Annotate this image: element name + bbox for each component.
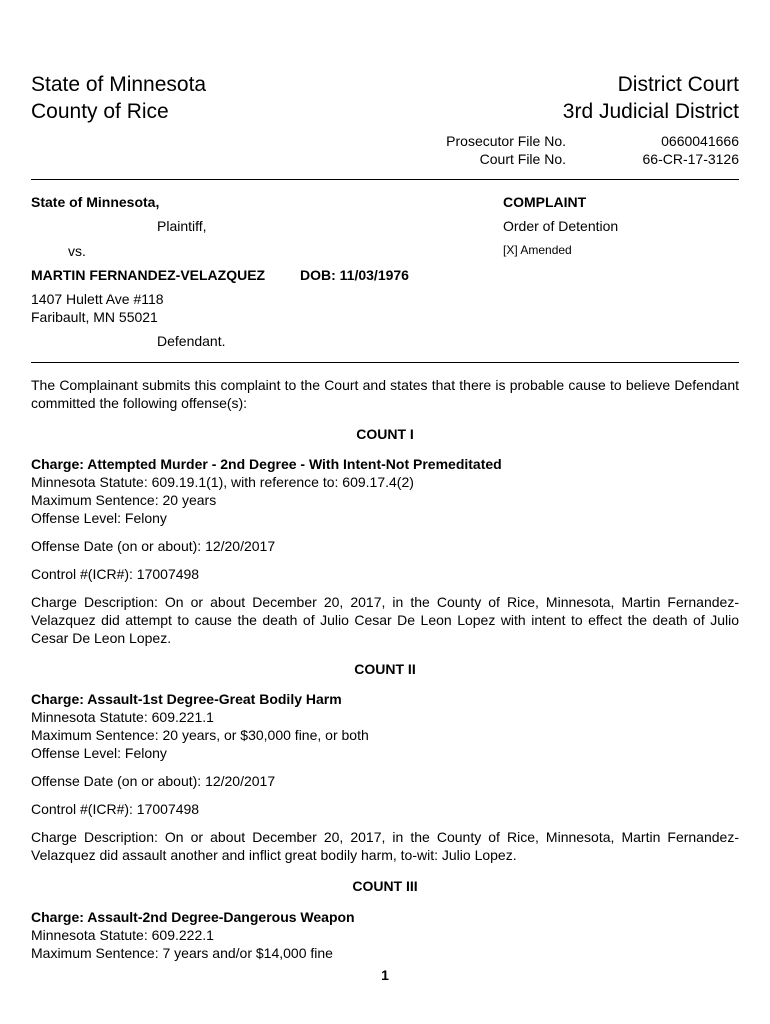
- count-1-level: Offense Level: Felony: [31, 510, 167, 526]
- document-type: COMPLAINT: [503, 194, 587, 210]
- page-number: 1: [381, 967, 389, 983]
- defendant-dob: DOB: 11/03/1976: [300, 267, 409, 283]
- court-name: District Court: [617, 73, 739, 96]
- order-of-detention: Order of Detention: [503, 218, 619, 234]
- prosecutor-file-label: Prosecutor File No.: [446, 133, 566, 149]
- count-1-heading: COUNT I: [356, 426, 414, 442]
- defendant-role: Defendant.: [157, 333, 226, 349]
- count-1-charge: Charge: Attempted Murder - 2nd Degree - With Intent-Not Premeditated: [31, 456, 502, 472]
- versus: vs.: [68, 243, 86, 259]
- count-1-date: Offense Date (on or about): 12/20/2017: [31, 538, 276, 554]
- count-2-sentence: Maximum Sentence: 20 years, or $30,000 fine, or both: [31, 727, 369, 743]
- defendant-address-line2: Faribault, MN 55021: [31, 309, 158, 325]
- court-district: 3rd Judicial District: [562, 100, 739, 123]
- intro-paragraph: The Complainant submits this complaint to the Court and states that there is probable cause to believe Defendant committed the following offense(s):: [31, 377, 739, 411]
- count-3-sentence: Maximum Sentence: 7 years and/or $14,000 fine: [31, 945, 333, 961]
- plaintiff-role: Plaintiff,: [157, 218, 207, 234]
- count-2-block: [31, 690, 739, 762]
- court-file-number: 66-CR-17-3126: [642, 151, 739, 167]
- count-2-description: Charge Description: On or about December 20, 2017, in the County of Rice, Minnesota, Martin Fernandez-Velazquez did assault another and inflict great bodily harm, to-wit: Julio Lopez.: [31, 829, 739, 863]
- court-state: State of Minnesota: [31, 73, 207, 96]
- count-3-heading: COUNT III: [352, 878, 418, 894]
- count-3-block: [31, 908, 739, 962]
- count-1-control: Control #(ICR#): 17007498: [31, 566, 200, 582]
- count-2-level: Offense Level: Felony: [31, 745, 167, 761]
- count-1-sentence: Maximum Sentence: 20 years: [31, 492, 217, 508]
- caption-divider: [31, 362, 739, 363]
- prosecutor-file-number: 0660041666: [661, 133, 739, 149]
- defendant-name: MARTIN FERNANDEZ-VELAZQUEZ: [31, 267, 266, 283]
- count-2-control: Control #(ICR#): 17007498: [31, 801, 200, 817]
- count-1-block: [31, 455, 739, 527]
- defendant-address-line1: 1407 Hulett Ave #118: [31, 291, 164, 307]
- amended-checkbox: [X] Amended: [503, 243, 572, 257]
- count-1-statute: Minnesota Statute: 609.19.1(1), with reference to: 609.17.4(2): [31, 474, 414, 490]
- header-divider: [31, 179, 739, 180]
- count-2-charge: Charge: Assault-1st Degree-Great Bodily Harm: [31, 691, 342, 707]
- court-county: County of Rice: [31, 100, 169, 123]
- court-file-label: Court File No.: [479, 151, 566, 167]
- count-2-date: Offense Date (on or about): 12/20/2017: [31, 773, 276, 789]
- count-3-charge: Charge: Assault-2nd Degree-Dangerous Weapon: [31, 909, 355, 925]
- plaintiff-name: State of Minnesota,: [31, 194, 160, 210]
- count-2-heading: COUNT II: [354, 661, 416, 677]
- count-2-statute: Minnesota Statute: 609.221.1: [31, 709, 214, 725]
- count-1-description: Charge Description: On or about December 20, 2017, in the County of Rice, Minnesota, Martin Fernandez-Velazquez did attempt to cause the death of Julio Cesar De Leon Lopez with intent to effect the death of Julio Cesar De Leon Lopez.: [31, 594, 739, 646]
- count-3-statute: Minnesota Statute: 609.222.1: [31, 927, 214, 943]
